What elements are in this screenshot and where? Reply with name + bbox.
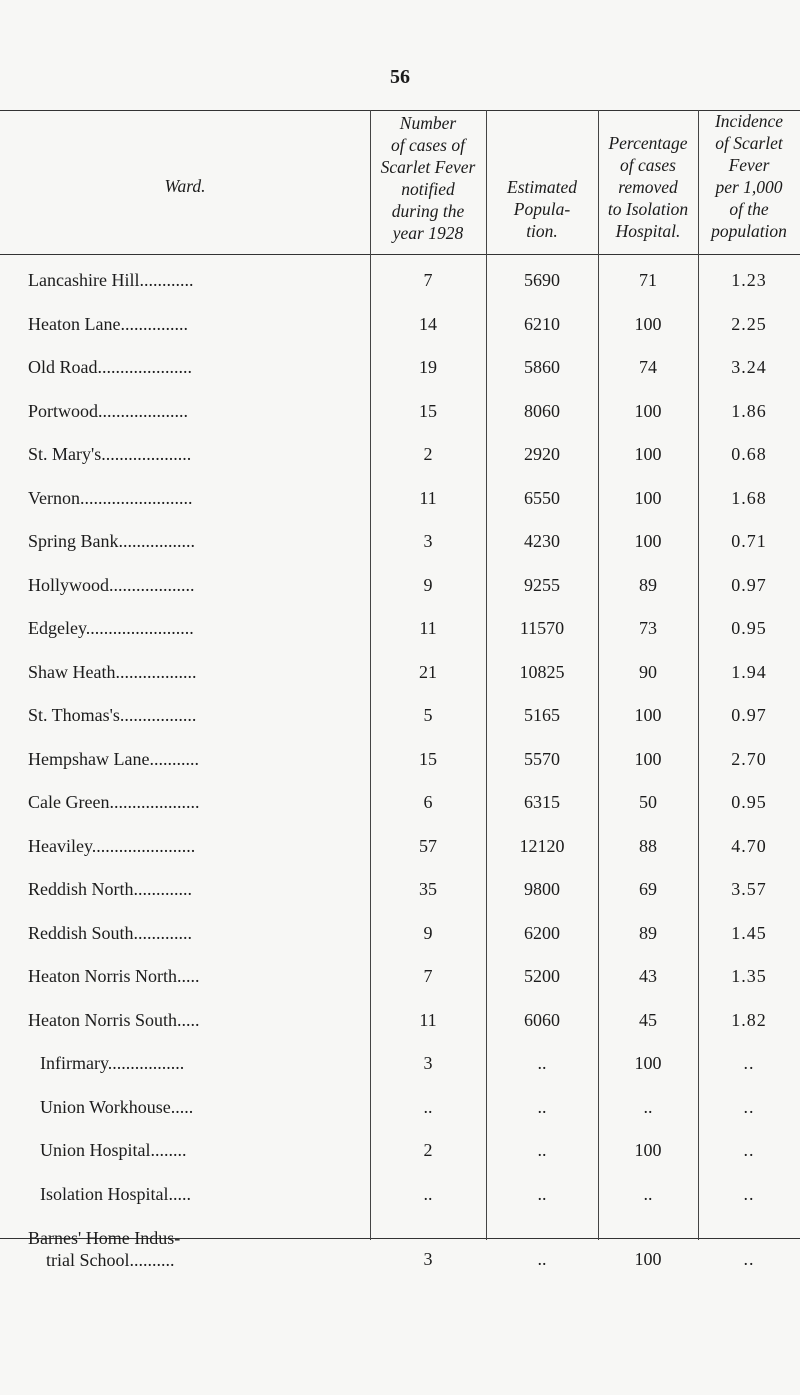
ward-name: Old Road..................... — [28, 357, 192, 377]
table-row — [0, 966, 800, 996]
incidence-cell: 3.57 — [731, 879, 767, 899]
table-row — [0, 314, 800, 344]
header-line: population — [711, 221, 787, 241]
table-row — [0, 357, 800, 387]
header-line: Scarlet Fever — [380, 157, 476, 177]
percentage-cell: 100 — [634, 705, 662, 725]
population-cell: 6210 — [524, 313, 560, 334]
header-line: Hospital. — [615, 221, 681, 241]
percentage-cell: .. — [643, 1183, 653, 1204]
table-row — [0, 488, 800, 518]
percentage-cell: 90 — [639, 661, 657, 682]
ward-name: Infirmary................. — [40, 1053, 185, 1073]
percentage-cell: 100 — [634, 444, 662, 464]
percentage-cell: 45 — [639, 1009, 657, 1030]
cases-cell: 7 — [423, 966, 433, 986]
ward-name: Shaw Heath.................. — [28, 661, 197, 682]
cases-cell: 19 — [419, 357, 437, 377]
population-cell: 12120 — [519, 835, 565, 856]
header-cases-notified — [370, 112, 486, 244]
incidence-cell: 3.24 — [731, 357, 767, 377]
cases-cell: 5 — [423, 705, 433, 725]
population-cell: .. — [537, 1096, 547, 1117]
incidence-cell: 1.86 — [731, 400, 767, 421]
percentage-cell: 71 — [639, 270, 657, 290]
percentage-cell: 100 — [634, 531, 662, 551]
header-line: of cases of — [391, 135, 465, 155]
table-row — [0, 1184, 800, 1214]
percentage-cell: 100 — [634, 313, 662, 334]
population-cell: .. — [537, 1249, 547, 1269]
percentage-cell: 100 — [634, 748, 662, 769]
header-percentage — [598, 132, 698, 242]
percentage-cell: 69 — [639, 879, 657, 899]
ward-name: Reddish South............. — [28, 922, 193, 943]
incidence-cell: .. — [743, 1053, 755, 1073]
percentage-cell: 74 — [639, 357, 657, 377]
percentage-cell: 50 — [639, 792, 657, 812]
ward-name: Spring Bank................. — [28, 531, 196, 551]
incidence-cell: 1.68 — [731, 487, 767, 508]
ward-name: Hempshaw Lane........... — [28, 748, 199, 769]
header-line: tion. — [526, 221, 558, 241]
header-line: removed — [618, 177, 678, 197]
percentage-cell: .. — [643, 1096, 653, 1117]
percentage-cell: 100 — [634, 1140, 662, 1160]
incidence-cell: 1.94 — [731, 661, 767, 682]
header-population — [486, 176, 598, 242]
table-row — [0, 531, 800, 561]
incidence-cell: .. — [743, 1249, 755, 1269]
incidence-cell: 0.97 — [731, 574, 767, 595]
ward-name: Heaviley....................... — [28, 835, 196, 856]
header-line: of Scarlet — [715, 133, 783, 153]
ward-name: Heaton Norris North..... — [28, 966, 200, 986]
incidence-cell: 0.68 — [731, 444, 767, 464]
table-row — [0, 575, 800, 605]
population-cell: 6550 — [524, 487, 560, 508]
population-cell: 2920 — [524, 444, 560, 464]
top-rule — [0, 110, 800, 111]
population-cell: 5165 — [524, 705, 560, 725]
incidence-cell: 2.25 — [731, 313, 767, 334]
ward-name: Reddish North............. — [28, 879, 192, 899]
incidence-cell: 1.23 — [731, 270, 767, 290]
ward-name — [28, 1227, 180, 1271]
cases-cell: 21 — [419, 661, 437, 682]
population-cell: 5570 — [524, 748, 560, 769]
ward-name-line: Barnes' Home Indus- — [28, 1228, 181, 1248]
cases-cell: 57 — [419, 835, 437, 856]
percentage-cell: 89 — [639, 922, 657, 943]
header-line: Fever — [728, 155, 770, 175]
ward-name: Hollywood................... — [28, 574, 195, 595]
header-incidence — [698, 110, 800, 242]
table-row — [0, 792, 800, 822]
table-row — [0, 618, 800, 648]
header-rule — [0, 254, 800, 255]
header-line: Popula- — [513, 199, 571, 219]
population-cell: 9255 — [524, 574, 560, 595]
table-row — [0, 444, 800, 474]
table-row — [0, 1140, 800, 1170]
ward-name: Isolation Hospital..... — [40, 1183, 191, 1204]
population-cell: 8060 — [524, 400, 560, 421]
table-row — [0, 836, 800, 866]
header-line: Percentage — [608, 133, 688, 153]
header-line: of the — [729, 199, 769, 219]
cases-cell: 11 — [419, 1009, 437, 1030]
ward-name: Vernon......................... — [28, 487, 193, 508]
ward-name: St. Mary's.................... — [28, 444, 192, 464]
cases-cell: 3 — [423, 1249, 433, 1269]
cases-cell: 3 — [423, 1053, 433, 1073]
population-cell: 9800 — [524, 879, 560, 899]
ward-name: Heaton Norris South..... — [28, 1009, 200, 1030]
population-cell: .. — [537, 1140, 547, 1160]
incidence-cell: 2.70 — [731, 748, 767, 769]
incidence-cell: 0.95 — [731, 618, 767, 638]
header-line: per 1,000 — [715, 177, 783, 197]
table-row — [0, 1228, 800, 1279]
cases-cell: 2 — [423, 1140, 433, 1160]
header-line: to Isolation — [607, 199, 689, 219]
page-number: 56 — [390, 66, 410, 88]
cases-cell: 15 — [419, 400, 437, 421]
percentage-cell: 89 — [639, 574, 657, 595]
table-row — [0, 705, 800, 735]
population-cell: 4230 — [524, 531, 560, 551]
table-row — [0, 923, 800, 953]
cases-cell: 9 — [423, 574, 433, 595]
table-row — [0, 662, 800, 692]
table-row — [0, 270, 800, 300]
header-line: Incidence — [714, 111, 783, 131]
header-line: Number — [399, 113, 457, 133]
ward-name: Edgeley........................ — [28, 618, 194, 638]
header-line: notified — [401, 179, 455, 199]
cases-cell: 14 — [419, 313, 437, 334]
incidence-cell: .. — [743, 1096, 755, 1117]
ward-name-line: trial School.......... — [46, 1250, 175, 1270]
population-cell: 11570 — [519, 618, 565, 638]
ward-name: Union Hospital........ — [40, 1140, 187, 1160]
header-line: Estimated — [507, 177, 577, 197]
population-cell: 5690 — [524, 270, 560, 290]
percentage-cell: 73 — [639, 618, 657, 638]
population-cell: 5200 — [524, 966, 560, 986]
cases-cell: 2 — [423, 444, 433, 464]
header-ward: Ward. — [164, 176, 206, 196]
header-line: year 1928 — [392, 223, 464, 243]
population-cell: 6060 — [524, 1009, 560, 1030]
cases-cell: 3 — [423, 531, 433, 551]
cases-cell: 11 — [419, 487, 437, 508]
population-cell: .. — [537, 1183, 547, 1204]
population-cell: .. — [537, 1053, 547, 1073]
population-cell: 6315 — [524, 792, 560, 812]
incidence-cell: 0.71 — [731, 531, 767, 551]
percentage-cell: 100 — [634, 1053, 662, 1073]
table-row — [0, 749, 800, 779]
percentage-cell: 100 — [634, 487, 662, 508]
header-line: during the — [391, 201, 465, 221]
ward-name: Cale Green.................... — [28, 792, 200, 812]
table-row — [0, 879, 800, 909]
cases-cell: 11 — [419, 618, 437, 638]
header-line: of cases — [620, 155, 676, 175]
cases-cell: .. — [423, 1183, 433, 1204]
incidence-cell: 1.45 — [731, 922, 767, 943]
percentage-cell: 43 — [639, 966, 657, 986]
ward-name: Lancashire Hill............ — [28, 270, 194, 290]
cases-cell: 7 — [423, 270, 433, 290]
ward-name: Union Workhouse..... — [40, 1096, 194, 1117]
ward-name: St. Thomas's................. — [28, 705, 197, 725]
incidence-cell: 1.82 — [731, 1009, 767, 1030]
incidence-cell: 0.95 — [731, 792, 767, 812]
cases-cell: 35 — [419, 879, 437, 899]
cases-cell: 15 — [419, 748, 437, 769]
incidence-cell: .. — [743, 1140, 755, 1160]
table-row — [0, 1010, 800, 1040]
table-row — [0, 401, 800, 431]
population-cell: 6200 — [524, 922, 560, 943]
incidence-cell: 1.35 — [731, 966, 767, 986]
table-row — [0, 1097, 800, 1127]
percentage-cell: 88 — [639, 835, 657, 856]
cases-cell: .. — [423, 1096, 433, 1117]
ward-name: Portwood.................... — [28, 400, 189, 421]
incidence-cell: 4.70 — [731, 835, 767, 856]
incidence-cell: .. — [743, 1183, 755, 1204]
ward-name: Heaton Lane............... — [28, 313, 188, 334]
population-cell: 5860 — [524, 357, 560, 377]
cases-cell: 6 — [423, 792, 433, 812]
incidence-cell: 0.97 — [731, 705, 767, 725]
percentage-cell: 100 — [634, 1249, 662, 1269]
percentage-cell: 100 — [634, 400, 662, 421]
population-cell: 10825 — [519, 661, 565, 682]
table-row — [0, 1053, 800, 1083]
cases-cell: 9 — [423, 922, 433, 943]
